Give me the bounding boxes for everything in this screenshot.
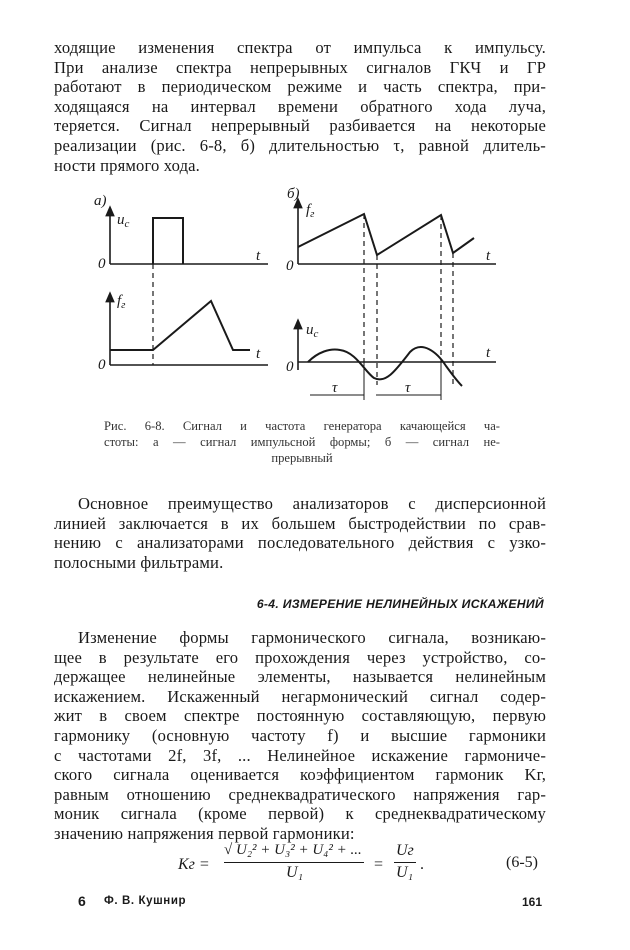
text-line: держащее нелинейные элементы, называется нелинейным: [54, 667, 546, 687]
caption-line: Рис. 6-8. Сигнал и частота генератора качающейся ча-: [104, 419, 500, 433]
caption-line: прерывный: [271, 451, 333, 465]
formula-number: (6-5): [506, 854, 538, 871]
panel-b-label: б): [287, 186, 300, 202]
panel-b-signal-plot: [298, 323, 496, 400]
tau-label: τ: [405, 380, 411, 396]
origin-label: 0: [286, 258, 294, 274]
text-line: нению с анализаторами последовательного действия с узко-: [54, 533, 546, 553]
axis-label-uc-b: $u_с$: [306, 322, 319, 340]
formula-rhs-numerator: Uг: [396, 842, 414, 859]
panel-b-frequency-plot: [298, 202, 496, 264]
text-line: линией заключается в их большем быстродействии по срав-: [54, 513, 546, 533]
text-line: теряется. Сигнал непрерывный разбивается на некоторые: [54, 116, 546, 136]
text-line: Изменение формы гармонического сигнала, возникаю-: [78, 628, 546, 647]
author-name: Ф. В. Кушнир: [104, 895, 187, 907]
axis-t-label: t: [256, 248, 261, 264]
formula-numerator: √ U₂² + U₃² + U₄² + ...: [224, 842, 362, 858]
caption-line: стоты: а — сигнал импульсной формы; б — сигнал не-: [104, 435, 500, 449]
formula-lhs: Kг =: [178, 856, 210, 873]
text-line: щее в результате его прохождения через устройство, со-: [54, 647, 546, 667]
paragraph-intro: [54, 38, 546, 175]
signature-mark: 6: [78, 893, 86, 909]
axis-t-label: t: [486, 345, 491, 361]
figure-caption: [104, 418, 500, 466]
text-line: Основное преимущество анализаторов с дисперсионной: [78, 494, 546, 513]
origin-label: 0: [98, 256, 106, 272]
text-line: полосными фильтрами.: [54, 552, 224, 572]
axis-label-fr: $f_г$: [117, 293, 126, 311]
text-line: с частотами 2f, 3f, ... Нелинейное искажение гармониче-: [54, 745, 546, 765]
text-line: равным отношению среднеквадратического напряжения гар-: [54, 784, 546, 804]
page-number: 161: [521, 895, 542, 909]
text-line: искажением. Искаженный негармонический сигнал содер-: [54, 686, 546, 706]
fraction-bar: [394, 862, 416, 863]
text-line: работают в периодическом режиме и часть спектра, при-: [54, 77, 546, 97]
formula-6-5: [178, 842, 548, 886]
formula-equals: =: [374, 856, 384, 873]
panel-a-label: а): [94, 193, 107, 209]
panel-a-pulse-plot: [110, 210, 268, 264]
formula-rhs-denominator: U₁: [396, 864, 414, 881]
axis-label-fr-b: $f_г$: [306, 202, 315, 220]
text-line: ходящаяся на интервал времени обратного хода луча,: [54, 96, 546, 116]
axis-t-label: t: [486, 248, 491, 264]
axis-t-label: t: [256, 346, 261, 362]
text-line: гармонику (основную частоту f) и высшие гармоники: [54, 725, 546, 745]
paragraph-advantage: [54, 494, 546, 572]
text-line: значению напряжения первой гармоники:: [54, 823, 355, 843]
tau-label: τ: [332, 380, 338, 396]
text-line: ности прямого хода.: [54, 155, 200, 175]
axis-label-uc: $u_с$: [117, 212, 130, 230]
panel-a-frequency-plot: [110, 264, 268, 365]
text-line: жит в своем спектре постоянную составляющую, первую: [54, 706, 546, 726]
text-line: ского сигнала оценивается коэффициентом гармоник Kг,: [54, 765, 546, 785]
formula-denominator: U₁: [286, 864, 304, 881]
formula-period: .: [420, 856, 424, 873]
paragraph-nonlinear: [54, 628, 546, 844]
origin-label: 0: [98, 357, 106, 373]
text-line: При анализе спектра непрерывных сигналов ГКЧ и ГР: [54, 57, 546, 77]
text-line: реализации (рис. 6-8, б) длительностью τ, равной длитель-: [54, 135, 546, 155]
section-heading: 6-4. ИЗМЕРЕНИЕ НЕЛИНЕЙНЫХ ИСКАЖЕНИЙ: [256, 597, 544, 611]
fraction-bar: [224, 862, 364, 863]
text-line: ходящие изменения спектра от импульса к импульсу.: [54, 38, 546, 57]
origin-label: 0: [286, 359, 294, 375]
text-line: моник сигнала (кроме первой) к среднеквадратическому: [54, 804, 546, 824]
